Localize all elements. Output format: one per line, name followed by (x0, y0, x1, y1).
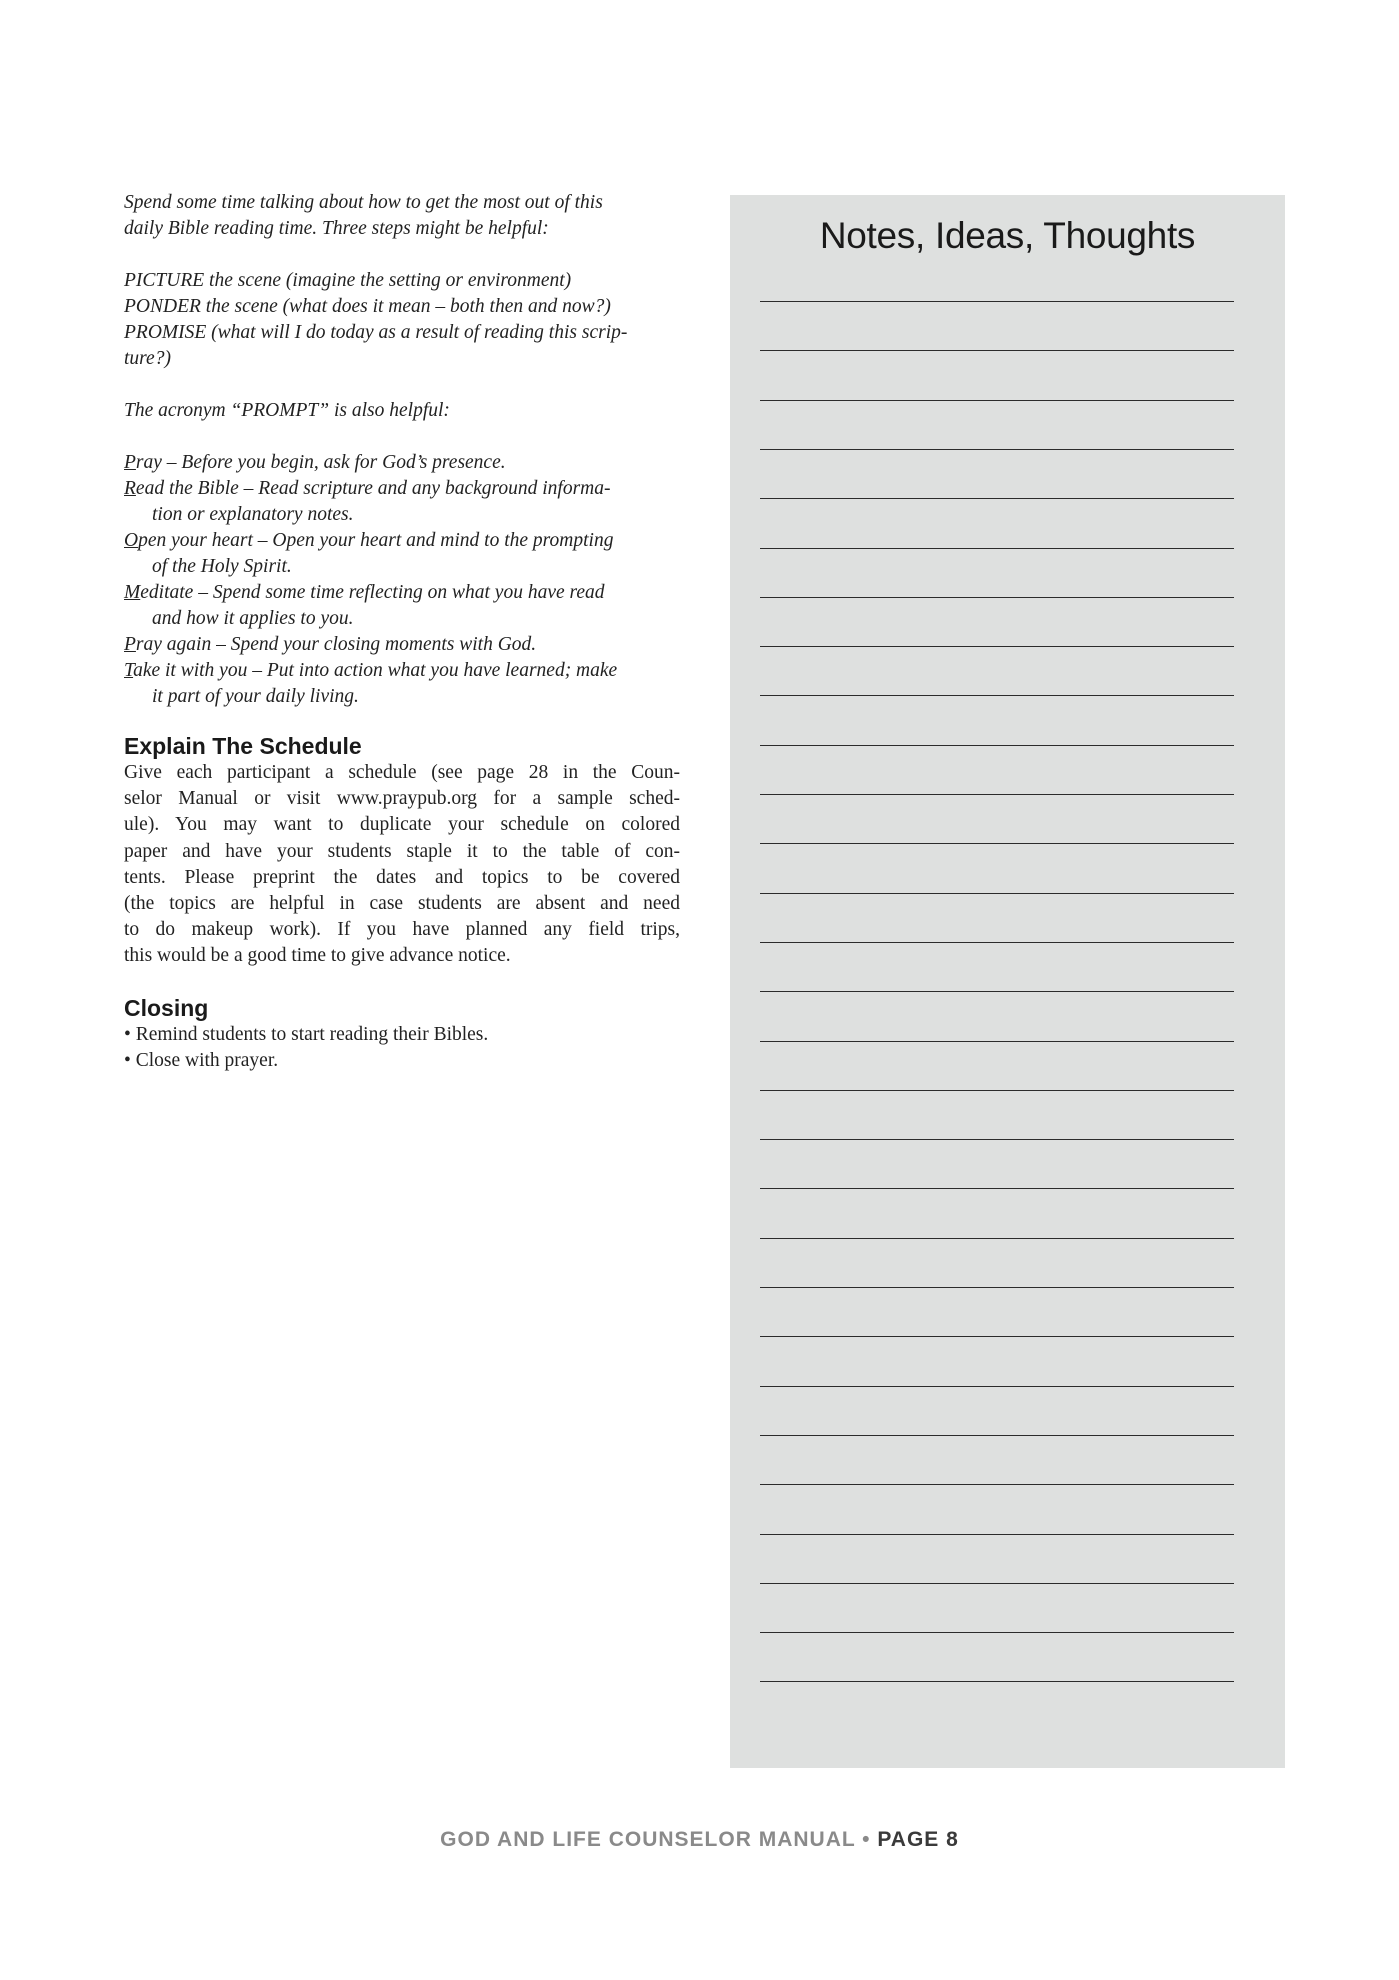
schedule-line: paper and have your students staple it to the table of con- (124, 840, 680, 862)
note-writing-line (760, 1090, 1234, 1091)
note-writing-line (760, 1435, 1234, 1436)
prompt-item-meditate (124, 580, 680, 606)
schedule-line: to do makeup work). If you have planned any field trips, (124, 919, 680, 941)
step-picture: PICTURE the scene (imagine the setting or environment) (124, 270, 572, 291)
note-writing-line (760, 548, 1234, 549)
main-column (124, 190, 680, 1074)
footer-separator: • (855, 1828, 878, 1851)
step-promise-cont: ture?) (124, 348, 171, 369)
steps-list (124, 268, 680, 372)
notes-title: Notes, Ideas, Thoughts (819, 215, 1196, 256)
note-writing-line (760, 745, 1234, 746)
prompt-text: ake it with you – Put into action what you have learned; make (133, 660, 618, 681)
schedule-heading: Explain The Schedule (124, 733, 362, 759)
schedule-line: ule). You may want to duplicate your schedule on colored (124, 814, 680, 836)
prompt-item-meditate-cont: and how it applies to you. (152, 608, 354, 629)
reading-tips (124, 190, 680, 710)
prompt-item-open-cont: of the Holy Spirit. (152, 556, 292, 577)
prompt-letter: P (124, 634, 136, 655)
note-writing-line (760, 1188, 1234, 1189)
note-writing-line (760, 893, 1234, 894)
closing-list (124, 1022, 680, 1074)
prompt-item-pray (124, 450, 680, 476)
note-writing-line (760, 449, 1234, 450)
note-writing-line (760, 794, 1234, 795)
prompt-item-open (124, 528, 680, 554)
footer-manual-title: GOD AND LIFE COUNSELOR MANUAL (440, 1828, 856, 1851)
note-writing-line (760, 1583, 1234, 1584)
note-writing-line (760, 1287, 1234, 1288)
note-writing-line (760, 498, 1234, 499)
prompt-item-take (124, 658, 680, 684)
prompt-item-pray-again (124, 632, 680, 658)
note-writing-line (760, 1484, 1234, 1485)
note-writing-line (760, 991, 1234, 992)
note-writing-line (760, 1139, 1234, 1140)
page-footer (0, 1828, 1399, 1852)
prompt-item-read (124, 476, 680, 502)
schedule-line: Give each participant a schedule (see page 28 in the Coun- (124, 762, 680, 783)
note-writing-line (760, 597, 1234, 598)
closing-heading: Closing (124, 994, 209, 1021)
schedule-line: (the topics are helpful in case students are absent and need (124, 893, 680, 915)
closing-bullet: • Close with prayer. (124, 1049, 279, 1071)
note-writing-line (760, 400, 1234, 401)
note-writing-line (760, 1681, 1234, 1682)
prompt-letter: M (124, 582, 141, 603)
schedule-line: selor Manual or visit www.praypub.org for a sample sched- (124, 788, 680, 810)
prompt-letter: R (124, 478, 136, 499)
prompt-item-take-cont: it part of your daily living. (152, 686, 359, 707)
schedule-paragraph (124, 760, 680, 970)
prompt-text: ray again – Spend your closing moments with God. (135, 634, 537, 655)
closing-bullet: • Remind students to start reading their Bibles. (124, 1023, 489, 1045)
notes-panel (730, 195, 1285, 1768)
note-writing-line (760, 1238, 1234, 1239)
note-writing-line (760, 646, 1234, 647)
acronym-intro: The acronym “PROMPT” is also helpful: (124, 400, 450, 421)
step-promise: PROMISE (what will I do today as a result of reading this scrip- (124, 322, 628, 343)
prompt-letter: O (124, 530, 139, 551)
note-writing-line (760, 843, 1234, 844)
note-writing-line (760, 350, 1234, 351)
intro-line: daily Bible reading time. Three steps might be helpful: (124, 218, 549, 239)
prompt-item-read-cont: tion or explanatory notes. (152, 504, 354, 525)
prompt-text: editate – Spend some time reflecting on what you have read (140, 582, 605, 603)
page-number: PAGE 8 (877, 1828, 959, 1851)
note-writing-line (760, 695, 1234, 696)
prompt-text: pen your heart – Open your heart and mind to the prompting (138, 530, 614, 551)
note-writing-line (760, 1336, 1234, 1337)
intro-line: Spend some time talking about how to get the most out of this (124, 192, 603, 213)
step-ponder: PONDER the scene (what does it mean – both then and now?) (124, 296, 611, 317)
note-writing-line (760, 1041, 1234, 1042)
schedule-line: this would be a good time to give advance notice. (124, 945, 511, 967)
prompt-letter: T (124, 660, 134, 681)
note-writing-line (760, 1386, 1234, 1387)
prompt-list (124, 450, 680, 710)
prompt-letter: P (124, 452, 136, 473)
note-writing-line (760, 1534, 1234, 1535)
prompt-text: ray – Before you begin, ask for God’s presence. (135, 452, 506, 473)
note-writing-line (760, 1632, 1234, 1633)
prompt-text: ead the Bible – Read scripture and any background informa- (135, 478, 611, 499)
intro-paragraph (124, 190, 680, 242)
note-writing-line (760, 942, 1234, 943)
schedule-line: tents. Please preprint the dates and topics to be covered (124, 866, 680, 888)
note-writing-line (760, 301, 1234, 302)
